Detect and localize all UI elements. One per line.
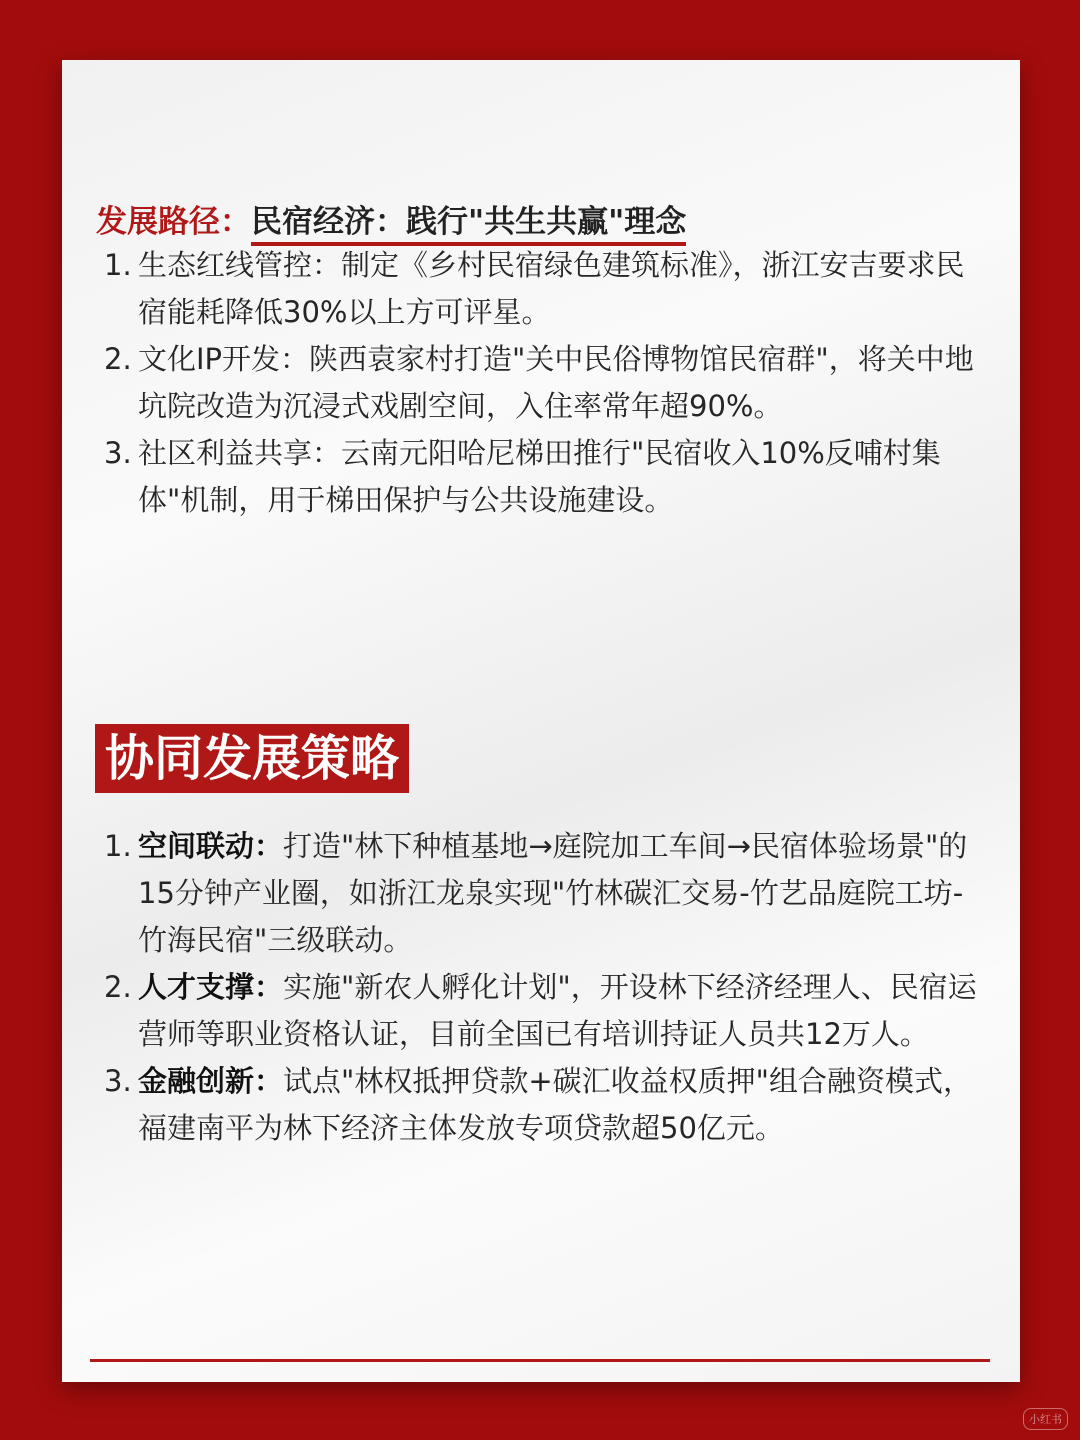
list-item-lead: 金融创新： [138,1064,284,1098]
section2-list [104,823,984,1152]
list-item-text: 实施"新农人孵化计划"，开设林下经济经理人、民宿运营师等职业资格认证，目前全国已有培训持证人员共12万人。 [138,970,977,1051]
list-item [104,823,984,964]
list-item-number: 1. [104,829,132,863]
list-item-number: 2. [104,342,132,376]
list-item-text: 试点"林权抵押贷款+碳汇收益权质押"组合融资模式，福建南平为林下经济主体发放专项贷款超50亿元。 [138,1064,972,1145]
section1-topic: 民宿经济：践行"共生共赢"理念 [251,204,686,246]
list-item-number: 1. [104,248,132,282]
list-item [104,1058,984,1152]
list-item-text: 生态红线管控：制定《乡村民宿绿色建筑标准》，浙江安吉要求民宿能耗降低30%以上方可评星。 [138,248,965,329]
section1-heading [96,196,686,241]
list-item-lead: 人才支撑： [138,970,284,1004]
bottom-divider [90,1359,990,1362]
list-item [104,242,984,336]
list-item-number: 2. [104,970,132,1004]
list-item [104,964,984,1058]
list-item-text: 文化IP开发：陕西袁家村打造"关中民俗博物馆民宿群"，将关中地坑院改造为沉浸式戏剧空间，入住率常年超90%。 [138,342,974,423]
list-item-lead: 空间联动： [138,829,284,863]
section1-list [104,242,984,524]
list-item-text: 打造"林下种植基地→庭院加工车间→民宿体验场景"的15分钟产业圈，如浙江龙泉实现"竹林碳汇交易-竹艺品庭院工坊-竹海民宿"三级联动。 [138,829,968,957]
section1-label: 发展路径： [96,204,251,240]
list-item [104,430,984,524]
watermark-logo: 小红书 [1023,1408,1068,1430]
section2-title-badge: 协同发展策略 [95,724,409,793]
list-item [104,336,984,430]
list-item-text: 社区利益共享：云南元阳哈尼梯田推行"民宿收入10%反哺村集体"机制，用于梯田保护与公共设施建设。 [138,436,941,517]
list-item-number: 3. [104,1064,132,1098]
list-item-number: 3. [104,436,132,470]
